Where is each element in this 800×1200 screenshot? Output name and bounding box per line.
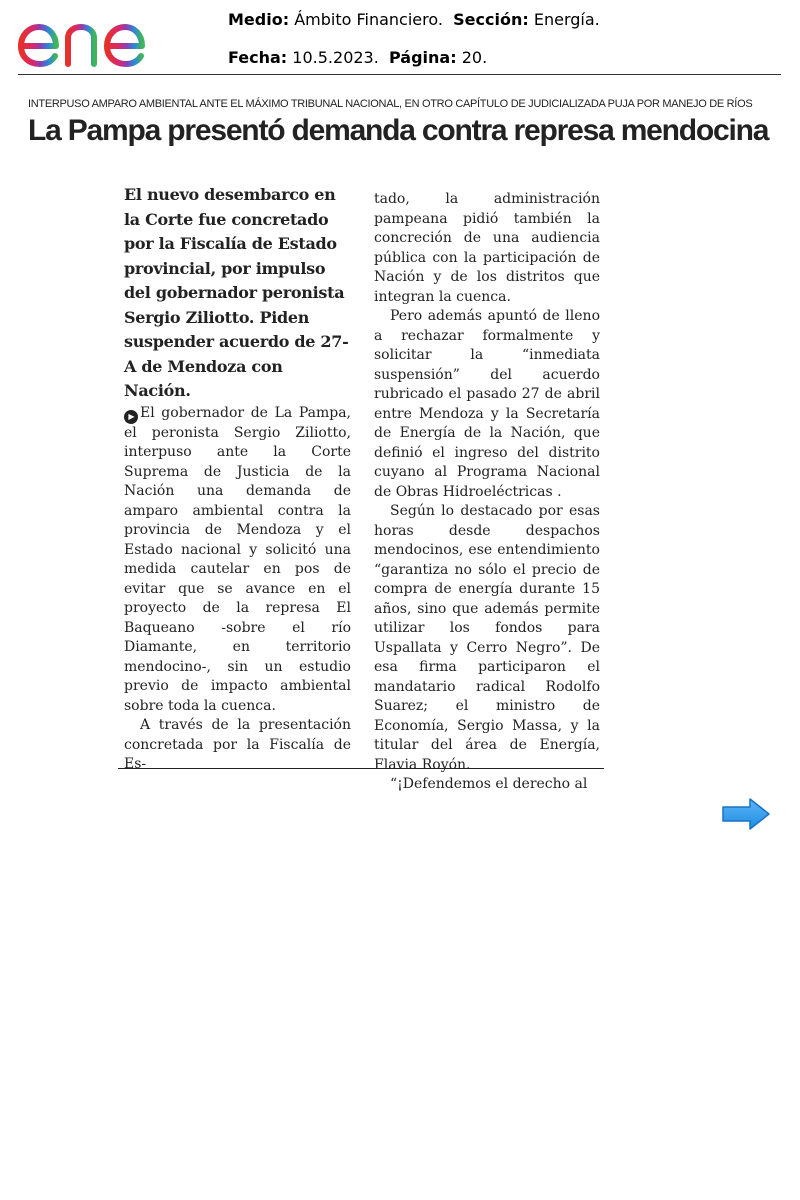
- article-kicker: INTERPUSO AMPARO AMBIENTAL ANTE EL MÁXIMO TRIBUNAL NACIONAL, EN OTRO CAPÍTULO DE JUDICIALIZADA PUJA POR MANEJO DE RÍOS: [28, 98, 753, 110]
- meta-fecha-pagina: [228, 48, 487, 67]
- paragraph-4: Pero además apuntó de lleno a rechazar formalmente y solicitar la “inmediata suspensión” del acuerdo rubricado el pasado 27 de abril entre Mendoza y la Secretaría de Energía de la Nación, que definió el ingreso del distrito cuyano al Programa Nacional de Obras Hidroeléctricas .: [374, 308, 600, 500]
- play-bullet-icon: ▶: [124, 410, 138, 424]
- seccion-label: Sección:: [453, 10, 529, 29]
- enel-logo: [16, 8, 182, 68]
- article-lead: El nuevo desembarco en la Corte fue concretado por la Fiscalía de Estado provincial, por impulso del gobernador peronista Sergio Ziliotto. Piden suspender acuerdo de 27-A de Mendoza con Nación.: [124, 185, 349, 400]
- article-headline: La Pampa presentó demanda contra represa mendocina: [28, 114, 769, 147]
- fecha-value: 10.5.2023.: [292, 48, 379, 67]
- medio-label: Medio:: [228, 10, 290, 29]
- fecha-label: Fecha:: [228, 48, 288, 67]
- medio-value: Ámbito Financiero.: [294, 10, 443, 29]
- header-divider: [18, 74, 781, 75]
- pagina-label: Página:: [388, 48, 457, 67]
- paragraph-1-text: El gobernador de La Pampa, el peronista Sergio Ziliotto, interpuso ante la Corte Suprema de Justicia de la Nación una demanda de amparo ambiental contra la provincia de Mendoza y el Estado nacional y solicitó una medida cautelar en pos de evitar que se avance en el proyecto de la represa El Baqueano -sobre el río Diamante, en territorio mendocino-, sin un estudio previo de impacto ambiental sobre toda la cuenca.: [124, 404, 351, 714]
- paragraph-1: [124, 404, 351, 717]
- paragraph-3: tado, la administración pampeana pidió también la concreción de una audiencia pública con la participación de Nación y de los distritos que integran la cuenca.: [374, 191, 600, 305]
- article-bottom-divider: [118, 768, 604, 769]
- paragraph-2: A través de la presentación concretada por la Fiscalía de Es-: [124, 717, 351, 772]
- article-column-left: [124, 183, 351, 775]
- meta-medio-seccion: [228, 10, 600, 29]
- next-page-arrow-icon[interactable]: [720, 796, 772, 832]
- seccion-value: Energía.: [533, 10, 600, 29]
- article-column-right: [374, 190, 600, 795]
- pagina-value: 20.: [461, 48, 488, 67]
- paragraph-6: “¡Defendemos el derecho al: [390, 776, 588, 792]
- paragraph-5: Según lo destacado por esas horas desde despachos mendocinos, ese entendimiento “garantiza no sólo el precio de compra de energía durante 15 años, sino que además permite utilizar los fondos para Uspallata y Cerro Negro”. De esa firma participaron el mandatario radical Rodolfo Suarez; el ministro de Economía, Sergio Massa, y la titular del área de Energía, Flavia Royón.: [374, 503, 600, 773]
